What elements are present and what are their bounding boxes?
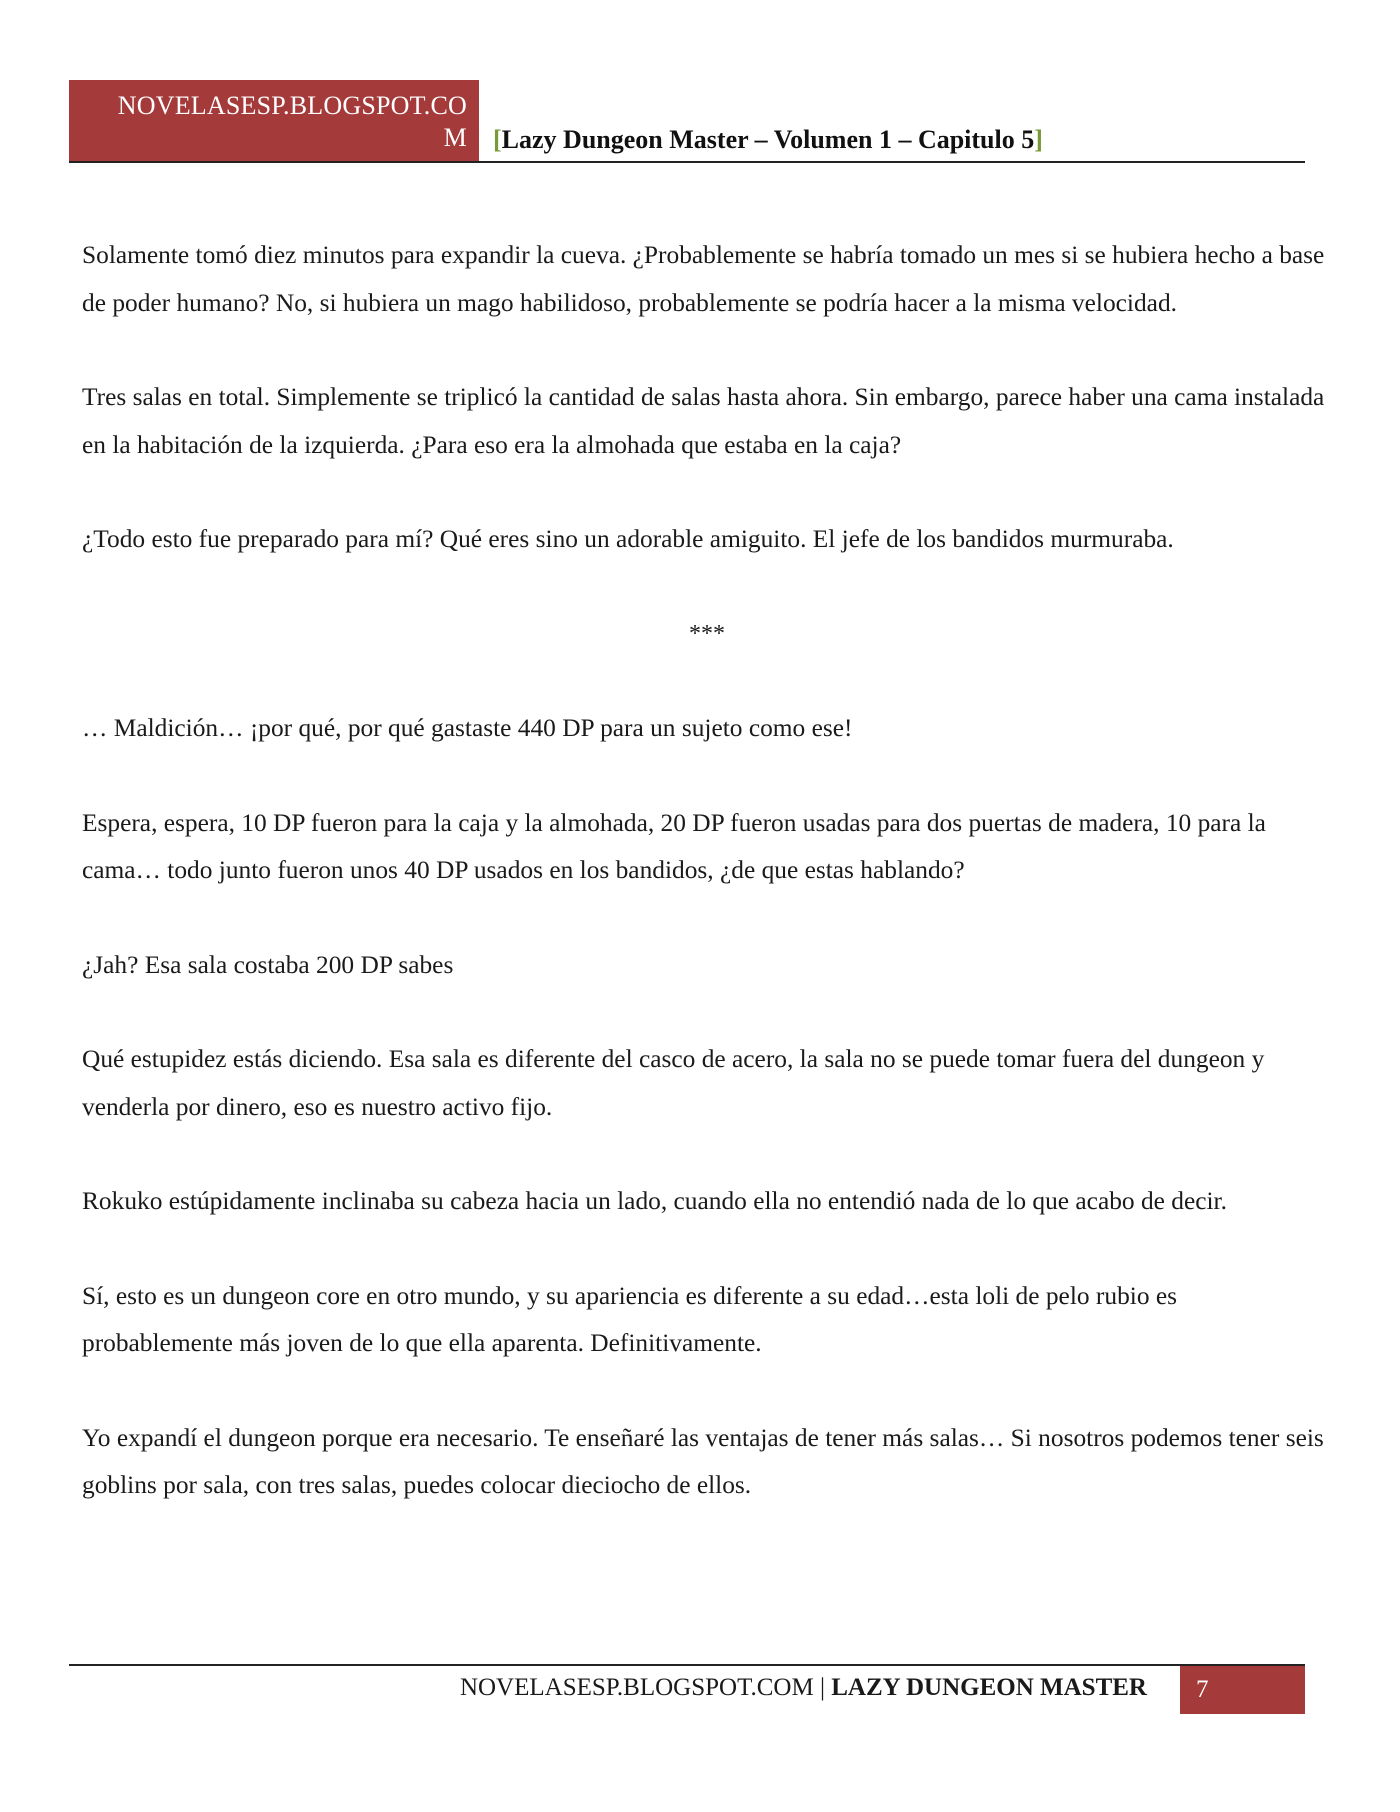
page-number: 7 [1180,1666,1305,1714]
paragraph-8: Rokuko estúpidamente inclinaba su cabeza hacia un lado, cuando ella no entendió nada de lo que acabo de decir. [82,1187,1227,1215]
footer-divider: | [813,1674,832,1701]
header-site-tab [69,80,479,161]
paragraph-6: ¿Jah? Esa sala costaba 200 DP sabes [82,950,454,979]
paragraph-5: Espera, espera, 10 DP fueron para la caja y la almohada, 20 DP fueron usadas para dos puertas de madera, 10 para la cama… todo junto fueron unos 40 DP usados en los bandidos, ¿de que estas hablando? [82,808,1266,884]
page-footer [69,1664,1305,1714]
chapter-title-text: Lazy Dungeon Master – Volumen 1 – Capitulo 5 [501,125,1035,154]
paragraph-9: Sí, esto es un dungeon core en otro mundo, y su apariencia es diferente a su edad…esta loli de pelo rubio es probablemente más joven de lo que ella aparenta. Definitivamente. [82,1281,1178,1357]
footer-text [460,1674,1147,1702]
page-header [69,80,1305,163]
title-bracket-open: [ [493,125,502,154]
chapter-title [493,125,1043,155]
paragraph-1: Solamente tomó diez minutos para expandir la cueva. ¿Probablemente se habría tomado un mes si se hubiera hecho a base de poder humano? No, si hubiera un mago habilidoso, probablemente se podría hacer a la misma velocidad. [82,241,1325,317]
scene-separator: *** [689,620,725,647]
footer-site: NOVELASESP.BLOGSPOT.COM [459,1674,814,1701]
paragraph-3: ¿Todo esto fue preparado para mí? Qué eres sino un adorable amiguito. El jefe de los bandidos murmuraba. [82,525,1174,553]
header-site-line1: NOVELASESP.BLOGSPOT.CO [117,91,467,120]
page-body [82,232,1332,1557]
header-site-line2: M [443,123,467,152]
paragraph-10: Yo expandí el dungeon porque era necesario. Te enseñaré las ventajas de tener más salas… Si nosotros podemos tener seis goblins por sala, con tres salas, puedes colocar dieciocho de ellos. [82,1423,1324,1499]
paragraph-4: … Maldición… ¡por qué, por qué gastaste 440 DP para un sujeto como ese! [82,714,853,742]
footer-book-title: LAZY DUNGEON MASTER [831,1674,1147,1701]
title-bracket-close: ] [1034,125,1043,154]
paragraph-7: Qué estupidez estás diciendo. Esa sala es diferente del casco de acero, la sala no se puede tomar fuera del dungeon y venderla por dinero, eso es nuestro activo fijo. [82,1045,1265,1121]
paragraph-2: Tres salas en total. Simplemente se triplicó la cantidad de salas hasta ahora. Sin embargo, parece haber una cama instalada en la habitación de la izquierda. ¿Para eso era la almohada que estaba en la caja? [82,383,1325,459]
